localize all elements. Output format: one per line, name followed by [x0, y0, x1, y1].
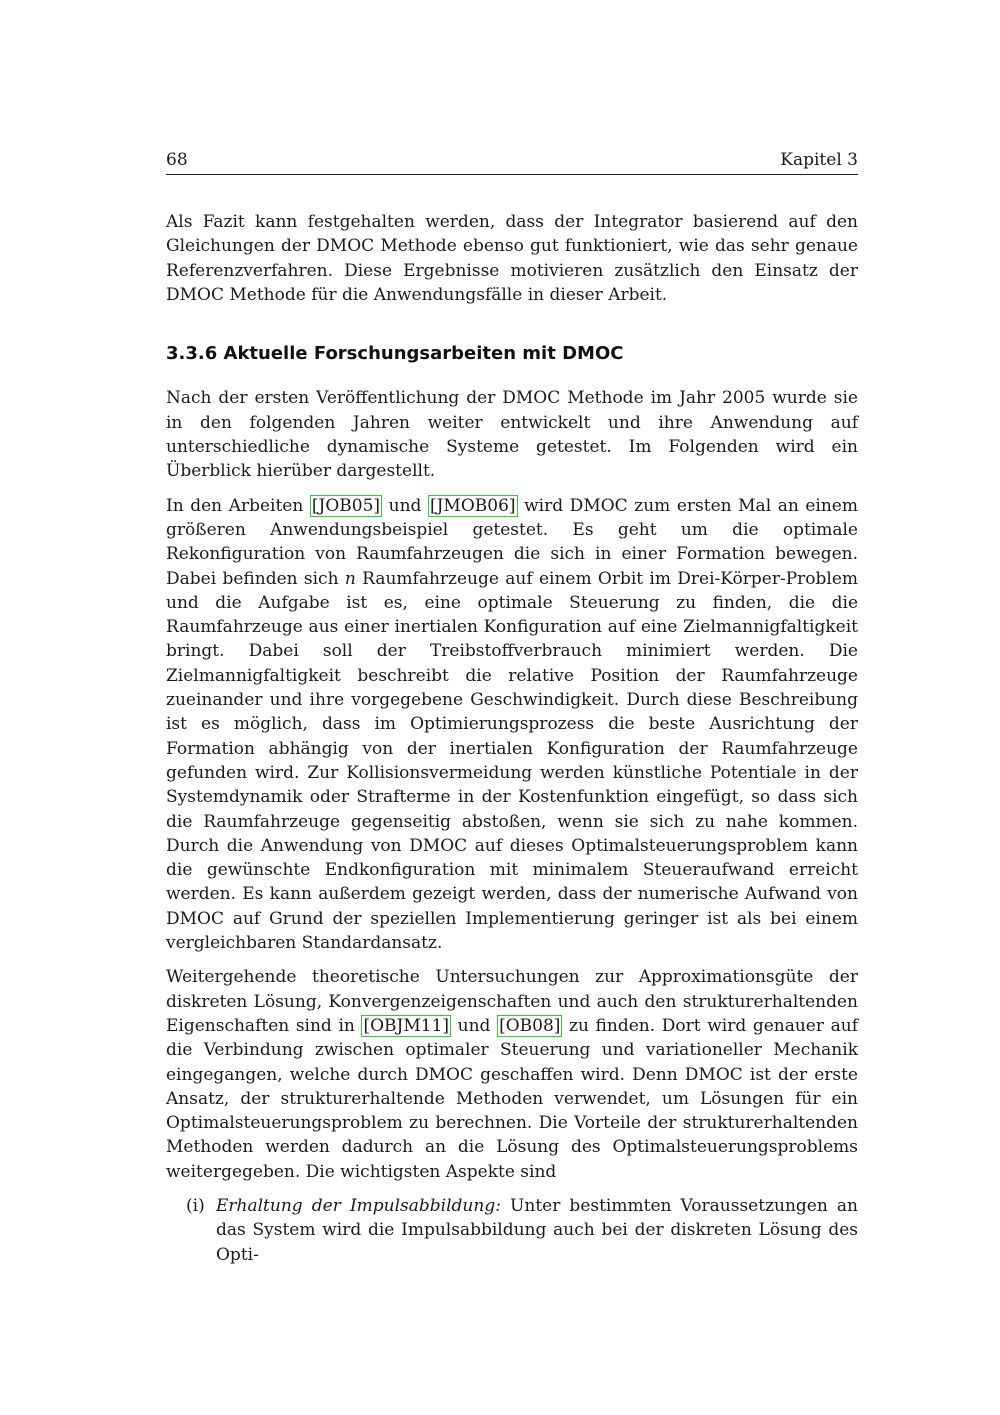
text-span: wird DMOC zum ersten Mal an einem größeren Anwendungsbeispiel getestet. Es geht um die optimale Rekonfiguration von Raumfahrzeugen die sich in einer Formation bewegen. Dabei befinden sich: [166, 495, 858, 589]
text-span: Weitergehende theoretische Untersuchungen zur Approximationsgüte der diskreten Lösung, Konvergenzeigenschaften und auch den strukturerhaltenden Eigenschaften sind in: [166, 967, 858, 1036]
paragraph-theory: [166, 965, 858, 1184]
text-span: zu finden. Dort wird genauer auf die Verbindung zwischen optimaler Steuerung und variationeller Mechanik eingegangen, welche durch DMOC geschaffen wird. Denn DMOC ist der erste Ansatz, der strukturerhaltende Methoden verwendet, um Lösungen für ein Optimalsteuerungsproblem zu berechnen. Die Vorteile der strukturerhaltenden Methoden werden dadurch an die Lösung des Optimalsteuerungsproblems weitergegeben. Die wichtigsten Aspekte sind: [166, 1015, 858, 1182]
list-item-title: Erhaltung der Impulsabbildung:: [216, 1195, 501, 1216]
text-span: In den Arbeiten: [166, 495, 310, 516]
chapter-label: Kapitel 3: [780, 150, 858, 170]
citation-link[interactable]: [JOB05]: [311, 495, 381, 516]
citation-link[interactable]: [OBJM11]: [363, 1015, 450, 1036]
list-item: [166, 1194, 858, 1267]
running-header: [166, 150, 858, 175]
paragraph-formation: [166, 494, 858, 956]
text-span: Raumfahrzeuge auf einem Orbit im Drei-Körper-Problem und die Aufgabe ist es, eine optimale Steuerung zu finden, die die Raumfahrzeuge aus einer inertialen Konfiguration auf eine Zielmannigfaltigkeit bringt. Dabei soll der Treibstoffverbrauch minimiert werden. Die Zielmannigfaltigkeit beschreibt die relative Position der Raumfahrzeuge zueinander und ihre vorgegebene Geschwindigkeit. Durch diese Beschreibung ist es möglich, dass im Optimierungsprozess die beste Ausrichtung der Formation abhängig von der inertialen Konfiguration der Raumfahrzeuge gefunden wird. Zur Kollisionsvermeidung werden künstliche Potentiale in der Systemdynamik oder Strafterme in der Kostenfunktion eingefügt, so dass sich die Raumfahrzeuge gegenseitig abstoßen, wenn sie sich zu nahe kommen. Durch die Anwendung von DMOC auf dieses Optimalsteuerungsproblem kann die gewünschte Endkonfiguration mit minimalem Steueraufwand erreicht werden. Es kann außerdem gezeigt werden, dass der numerische Aufwand von DMOC auf Grund der speziellen Implementierung geringer ist als bei einem vergleichbaren Standardansatz.: [166, 568, 859, 954]
math-variable: n: [344, 568, 356, 589]
section-title: Aktuelle Forschungsarbeiten mit DMOC: [223, 343, 624, 365]
text-span: und: [451, 1015, 498, 1036]
citation-link[interactable]: [OB08]: [499, 1015, 561, 1036]
citation-link[interactable]: [JMOB06]: [429, 495, 516, 516]
intro-paragraph: Als Fazit kann festgehalten werden, dass der Integrator basierend auf den Gleichungen der DMOC Methode ebenso gut funktioniert, wie das sehr genaue Referenzverfahren. Diese Ergebnisse motivieren zusätzlich den Einsatz der DMOC Methode für die Anwendungsfälle in dieser Arbeit.: [166, 212, 858, 305]
section-number: 3.3.6: [166, 343, 218, 365]
body-text: [166, 210, 858, 1267]
list-item-text: Unter bestimmten Voraussetzungen an das System wird die Impulsabbildung auch bei der diskreten Lösung des Opti-: [216, 1195, 858, 1265]
paragraph-overview: Nach der ersten Veröffentlichung der DMOC Methode im Jahr 2005 wurde sie in den folgenden Jahren weiter entwickelt und ihre Anwendung auf unterschiedliche dynamische Systeme getestet. Im Folgenden wird ein Überblick hierüber dargestellt.: [166, 388, 858, 482]
page-number: 68: [166, 150, 188, 170]
section-heading: [166, 342, 858, 366]
list-item-label: (i): [186, 1195, 205, 1216]
text-span: und: [382, 495, 428, 516]
